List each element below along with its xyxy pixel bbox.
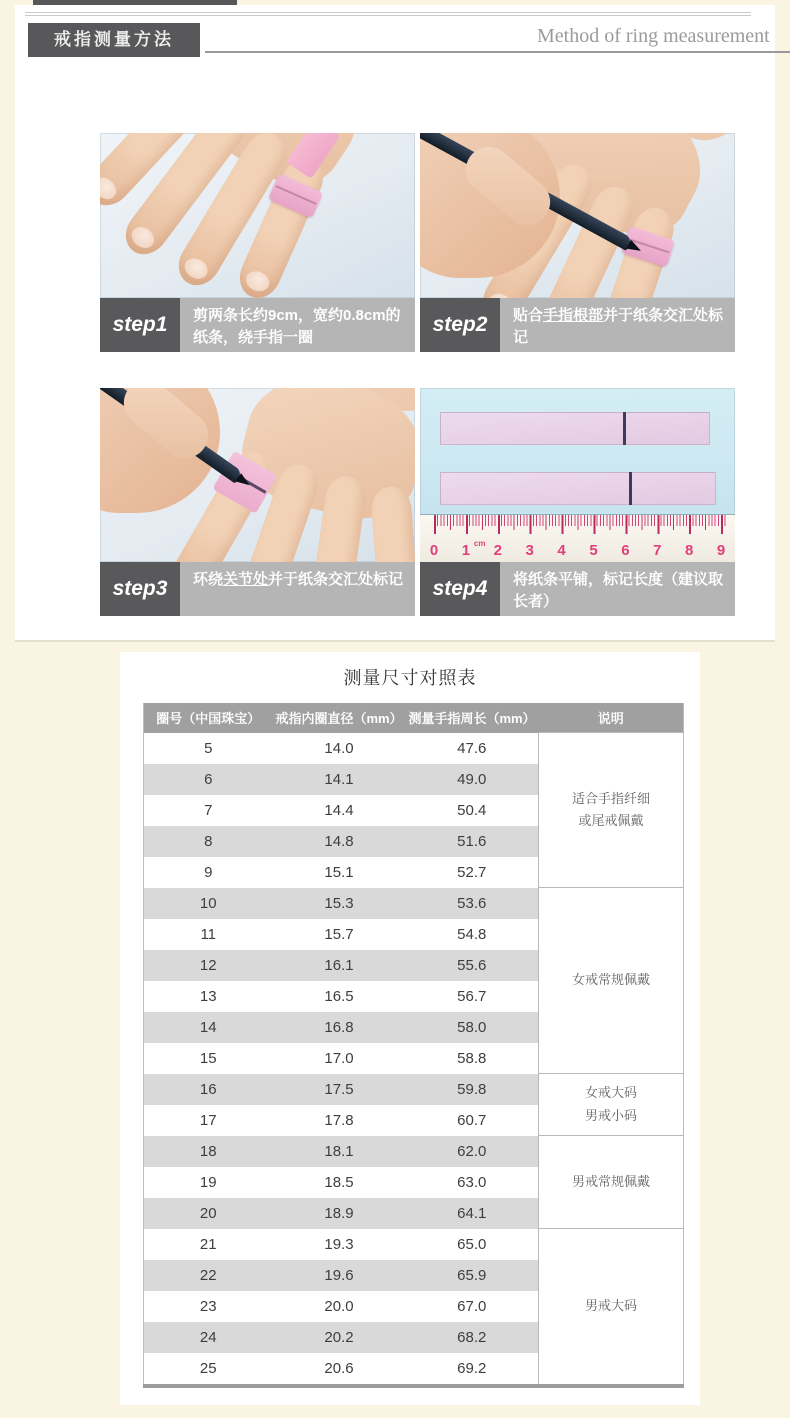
ruler-number: 6 xyxy=(621,542,630,559)
step1-caption-bar xyxy=(100,298,415,352)
fingernail xyxy=(243,268,273,295)
section-title-box xyxy=(28,23,200,57)
ruler-number: 2 xyxy=(493,542,502,559)
ring-size-cell: 19 xyxy=(199,1173,217,1191)
step3-label: step3 xyxy=(100,562,180,616)
ring-size-cell: 22 xyxy=(144,1260,273,1291)
circumference-cell: 58.8 xyxy=(457,1049,487,1067)
diameter-cell: 16.5 xyxy=(324,987,354,1005)
circumference-cell: 52.7 xyxy=(457,863,487,881)
diameter-cell: 20.0 xyxy=(324,1297,354,1315)
ring-size-cell: 5 xyxy=(204,739,213,757)
circumference-cell: 63.0 xyxy=(457,1173,487,1191)
table-header-row xyxy=(144,703,684,733)
step4-caption-bar xyxy=(420,562,735,616)
ring-size-cell: 6 xyxy=(144,764,273,795)
ruler-number: 3 xyxy=(525,542,534,559)
circumference-cell: 65.0 xyxy=(457,1235,487,1253)
caption-text: 环绕 xyxy=(193,571,224,588)
paper-strip xyxy=(440,472,716,505)
ring-size-cell: 8 xyxy=(144,826,273,857)
ring-size-cell: 17 xyxy=(199,1111,217,1129)
ring-size-cell: 10 xyxy=(144,888,273,919)
caption-underlined-text: 手指根部 xyxy=(543,307,604,324)
ring-size-cell: 24 xyxy=(144,1322,273,1353)
ruler-number: 1 xyxy=(461,542,471,559)
table-row xyxy=(144,1136,684,1167)
circumference-cell: 65.9 xyxy=(406,1260,539,1291)
fit-note-line: 女戒常规佩戴 xyxy=(571,972,650,988)
ring-size-cell: 20 xyxy=(144,1198,273,1229)
ring-size-cell: 7 xyxy=(204,801,213,819)
diameter-cell: 16.8 xyxy=(273,1012,406,1043)
ring-size-cell: 25 xyxy=(199,1359,217,1377)
paper-strip xyxy=(268,173,323,218)
ring-size-cell: 15 xyxy=(199,1049,217,1067)
size-chart-table xyxy=(143,703,684,1388)
step1-caption xyxy=(180,298,415,352)
col-header-ring-size: 圈号（中国珠宝） xyxy=(144,703,273,733)
diameter-cell: 15.3 xyxy=(273,888,406,919)
fit-note-line: 适合手指纤细 xyxy=(571,790,650,806)
divider-line xyxy=(205,51,790,53)
ring-size-cell: 16 xyxy=(144,1074,273,1105)
hand-illustration xyxy=(101,133,415,297)
ruler-number: 8 xyxy=(685,542,694,559)
pen-mark xyxy=(623,412,626,445)
circumference-cell: 62.0 xyxy=(406,1136,539,1167)
col-header-inner-diameter: 戒指内圈直径（mm） xyxy=(273,703,406,733)
ring-measurement-method-card xyxy=(15,5,775,642)
diameter-cell: 17.8 xyxy=(324,1111,354,1129)
circumference-cell: 69.2 xyxy=(457,1359,487,1377)
divider-line xyxy=(25,12,751,16)
ruler-number: 4 xyxy=(557,542,566,559)
circumference-cell: 49.0 xyxy=(406,764,539,795)
circumference-cell: 67.0 xyxy=(457,1297,487,1315)
ruler-number: 9 xyxy=(716,542,726,559)
diameter-cell: 18.9 xyxy=(273,1198,406,1229)
fit-note-cell xyxy=(539,1229,684,1386)
step4-photo xyxy=(420,388,735,562)
ruler-numbers xyxy=(429,536,726,562)
fit-note-line: 男戒小码 xyxy=(584,1107,637,1123)
ruler-illustration xyxy=(420,514,735,562)
fit-note-cell xyxy=(539,1136,684,1229)
step4-label: step4 xyxy=(420,562,500,616)
diameter-cell: 20.6 xyxy=(324,1359,354,1377)
ring-size-cell: 14 xyxy=(144,1012,273,1043)
step1-label: step1 xyxy=(100,298,180,352)
step2-caption xyxy=(500,298,735,352)
caption-text: 剪两条长约9cm，宽约0.8cm的纸条，绕手指一圈 xyxy=(193,307,401,346)
step3-photo xyxy=(100,388,415,562)
size-chart-panel xyxy=(120,652,700,1405)
ring-size-cell: 9 xyxy=(204,863,213,881)
circumference-cell: 55.6 xyxy=(406,950,539,981)
circumference-cell: 60.7 xyxy=(457,1111,487,1129)
ring-size-cell: 13 xyxy=(199,987,217,1005)
step4-caption xyxy=(500,562,735,616)
fit-note-cell xyxy=(539,1074,684,1136)
ring-size-cell: 12 xyxy=(144,950,273,981)
fingernail xyxy=(128,223,159,253)
caption-text: 并于纸条交汇处标记 xyxy=(268,571,404,588)
diameter-cell: 18.1 xyxy=(273,1136,406,1167)
ruler-number: 7 xyxy=(653,542,662,559)
step2-label: step2 xyxy=(420,298,500,352)
ring-size-cell: 23 xyxy=(199,1297,217,1315)
step2-caption-bar xyxy=(420,298,735,352)
diameter-cell: 14.4 xyxy=(324,801,354,819)
ruler-ticks xyxy=(434,515,726,534)
diameter-cell: 20.2 xyxy=(273,1322,406,1353)
fit-note-cell xyxy=(539,733,684,888)
fit-note-line: 男戒常规佩戴 xyxy=(571,1173,650,1189)
table-row xyxy=(144,1229,684,1260)
circumference-cell: 47.6 xyxy=(457,739,487,757)
circumference-cell: 56.7 xyxy=(457,987,487,1005)
fingernail xyxy=(181,254,211,283)
table-row xyxy=(144,1074,684,1105)
step1-photo xyxy=(100,133,415,298)
col-header-note: 说明 xyxy=(539,703,684,733)
caption-text: 将纸条平铺，标记长度（建议取长者） xyxy=(513,571,724,610)
diameter-cell: 15.1 xyxy=(324,863,354,881)
fingernail xyxy=(485,290,515,298)
step3-caption-bar xyxy=(100,562,415,616)
fit-note-cell xyxy=(539,888,684,1074)
circumference-cell: 58.0 xyxy=(406,1012,539,1043)
ring-size-cell: 18 xyxy=(144,1136,273,1167)
ruler-number: 5 xyxy=(589,542,598,559)
table-row xyxy=(144,733,684,764)
ring-size-cell: 11 xyxy=(200,925,217,943)
ruler-cm-ticks xyxy=(434,515,726,534)
size-chart-title: 测量尺寸对照表 xyxy=(343,668,477,688)
paper-strip xyxy=(440,412,710,445)
table-row xyxy=(144,888,684,919)
caption-underlined-text: 关节处 xyxy=(223,571,269,588)
fit-note-line: 女戒大码 xyxy=(584,1085,637,1101)
fit-note-line: 或尾戒佩戴 xyxy=(578,813,644,828)
fit-note-line: 男戒大码 xyxy=(584,1298,637,1314)
pen-mark xyxy=(629,472,632,505)
circumference-cell: 51.6 xyxy=(406,826,539,857)
diameter-cell: 19.6 xyxy=(273,1260,406,1291)
fingernail xyxy=(100,173,120,203)
step3-caption xyxy=(180,562,415,616)
diameter-cell: 14.0 xyxy=(324,739,354,757)
circumference-cell: 68.2 xyxy=(406,1322,539,1353)
section-title-english: Method of ring measurement xyxy=(537,25,770,47)
diameter-cell: 16.1 xyxy=(273,950,406,981)
diameter-cell: 17.0 xyxy=(324,1049,354,1067)
ring-size-cell: 21 xyxy=(199,1235,217,1253)
diameter-cell: 14.8 xyxy=(273,826,406,857)
col-header-finger-circumference: 测量手指周长（mm） xyxy=(406,703,539,733)
ruler-unit: cm xyxy=(473,539,486,548)
circumference-cell: 50.4 xyxy=(457,801,487,819)
step2-photo xyxy=(420,133,735,298)
section-title: 戒指测量方法 xyxy=(54,30,174,49)
diameter-cell: 14.1 xyxy=(273,764,406,795)
diameter-cell: 15.7 xyxy=(324,925,354,943)
diameter-cell: 19.3 xyxy=(324,1235,354,1253)
caption-text: 并于纸条交汇处标记 xyxy=(513,307,724,346)
diameter-cell: 17.5 xyxy=(273,1074,406,1105)
finger xyxy=(370,485,415,562)
caption-text: 贴合 xyxy=(513,307,544,324)
circumference-cell: 53.6 xyxy=(406,888,539,919)
diameter-cell: 18.5 xyxy=(324,1173,354,1191)
circumference-cell: 54.8 xyxy=(457,925,487,943)
circumference-cell: 64.1 xyxy=(406,1198,539,1229)
ruler-number: 0 xyxy=(429,542,439,559)
circumference-cell: 59.8 xyxy=(406,1074,539,1105)
